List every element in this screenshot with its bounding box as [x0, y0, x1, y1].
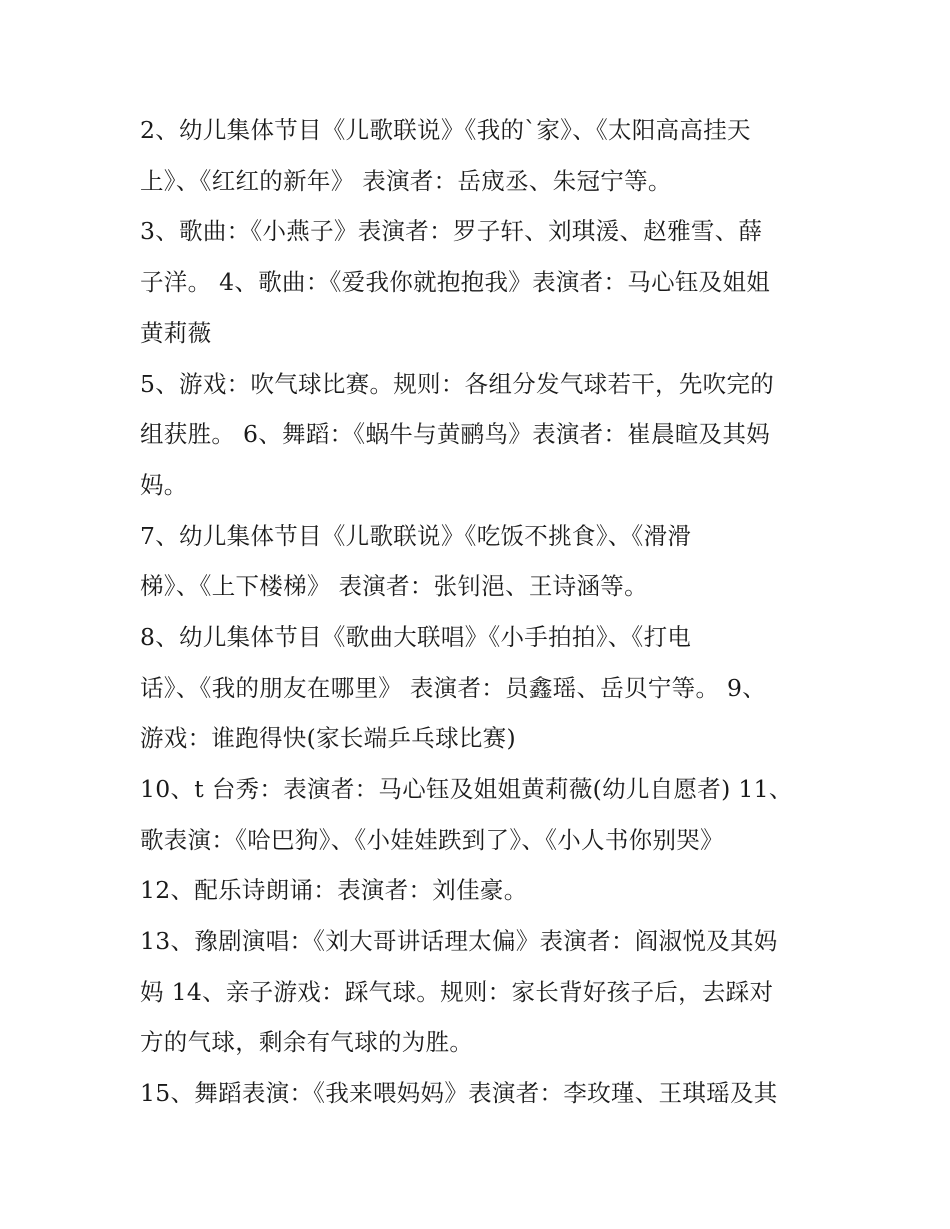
text-line: 12、配乐诗朗诵：表演者：刘佳豪。 [140, 876, 528, 904]
text-line: 方的气球，剩余有气球的为胜。 [140, 1028, 474, 1056]
text-line: 黄莉薇 [140, 319, 212, 347]
text-line: 妈 14、亲子游戏：踩气球。规则：家长背好孩子后，去踩对 [140, 978, 774, 1006]
text-line: 5、游戏：吹气球比赛。规则：各组分发气球若干，先吹完的 [140, 370, 775, 398]
text-line: 15、舞蹈表演：《我来喂妈妈》表演者：李玫瑾、王琪瑶及其 [140, 1079, 778, 1107]
text-line: 梯》、《上下楼梯》 表演者：张钊浥、王诗涵等。 [140, 572, 648, 600]
text-line: 子洋。 4、歌曲：《爱我你就抱抱我》表演者：马心钰及姐姐 [140, 268, 771, 296]
text-line: 游戏：谁跑得快(家长端乒乓球比赛) [140, 724, 516, 752]
text-line: 13、豫剧演唱：《刘大哥讲话理太偏》表演者：阎淑悦及其妈 [140, 927, 778, 955]
text-line: 2、幼儿集体节目《儿歌联说》《我的`家》、《太阳高高挂天 [140, 116, 751, 144]
text-line: 8、幼儿集体节目《歌曲大联唱》《小手拍拍》、《打电 [140, 623, 692, 651]
text-line: 10、t 台秀：表演者：马心钰及姐姐黄莉薇(幼儿自愿者) 11、 [140, 775, 793, 803]
text-line: 上》、《红红的新年》 表演者：岳宬丞、朱冠宁等。 [140, 167, 672, 195]
text-line: 组获胜。 6、舞蹈：《蜗牛与黄鹂鸟》表演者：崔晨暄及其妈 [140, 420, 771, 448]
text-line: 歌表演：《哈巴狗》、《小娃娃跌到了》、《小人书你别哭》 [140, 826, 724, 854]
text-line: 妈。 [140, 471, 188, 499]
text-line: 3、歌曲：《小燕子》表演者：罗子轩、刘琪湲、赵雅雪、薛 [140, 217, 763, 245]
text-line: 7、幼儿集体节目《儿歌联说》《吃饭不挑食》、《滑滑 [140, 522, 692, 550]
text-line: 话》、《我的朋友在哪里》 表演者：员鑫瑶、岳贝宁等。 9、 [140, 674, 767, 702]
